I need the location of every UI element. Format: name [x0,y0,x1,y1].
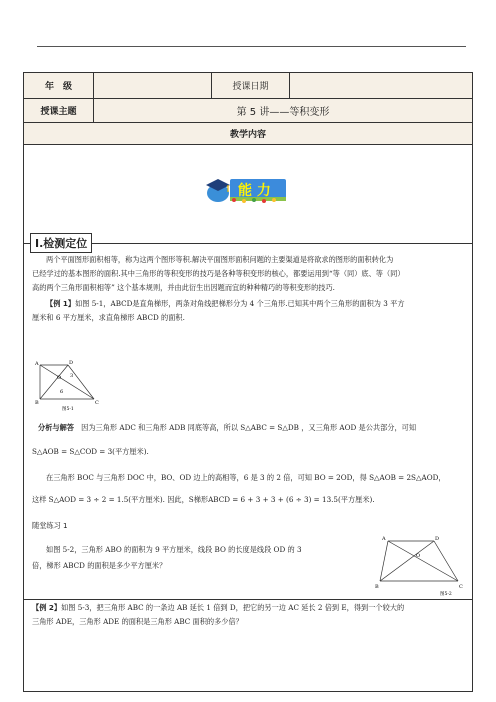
grade-value[interactable] [94,73,212,98]
example2-divider [24,599,472,600]
intro-line: 已经学过的基本图形的面积.其中三角形的等积变形的技巧是各种等积变形的核心，都要运用到“等（同）底、等（同） [32,269,405,278]
intro-paragraph [32,253,470,295]
banner-text: 能 力 [238,183,271,199]
fig1-caption: 图5-1 [62,407,74,411]
section-title: Ⅰ.检测定位 [30,233,92,253]
topic-row [24,99,472,123]
grade-row [24,73,472,99]
solution-line1: 因为三角形 ADC 和三角形 ADB 同底等高，所以 S△ABC = S△DB ，又三角形 AOD 是公共部分，可知 [81,423,417,432]
date-value[interactable] [290,73,472,98]
solution-line3: 在三角形 BOC 与三角形 DOC 中，BO、OD 边上的高相等，6 是 3 的 2 倍，可知 BO = 2OD，得 S△AOB = 2S△AOD， [46,473,446,482]
example2-label: 【例 2】 [32,603,62,612]
practice1-label: 随堂练习 1 [32,521,68,530]
fig1-point-a: A [35,361,39,367]
content-row [24,123,472,145]
practice1-text1: 如图 5-2，三角形 ABO 的面积为 9 平方厘米，线段 BO 的长度是线段 OD 的 3 [46,545,302,554]
solution-label: 分析与解答 [38,423,74,432]
content-label: 教学内容 [229,130,266,140]
intro-line: 高的两个三角形面积相等” 这个基本规则，并由此衍生出因题而宜的种种精巧的等积变形的技巧. [32,283,335,292]
solution-line4: 这样 S△AOD = 3 ÷ 2 = 1.5(平方厘米). 因此，S梯形ABCD = 6 + 3 + 3 + (6 ÷ 3) = 13.5(平方厘米). [32,495,375,504]
practice1 [32,519,470,533]
fig2-point-b: B [375,584,379,590]
fig1-area-6: 6 [60,389,64,395]
example1-text: 如图 5-1，ABCD是直角梯形，两条对角线把梯形分为 4 个三角形.已知其中两个三角形的面积为 3 平方 [75,299,405,308]
intro-line: 两个平面图形面积相等，称为这两个图形等积.解决平面图形面积问题的主要渠道是将欲求的图形的面积转化为 [46,255,394,264]
fig1-point-c: C [95,400,99,406]
date-label: 授课日期 [212,73,290,98]
fig1-point-d: D [69,360,74,366]
example1-label: 【例 1】 [46,299,76,308]
example2-text1: 如图 5-3，把三角形 ABC 的一条边 AB 延长 1 倍到 D，把它的另一边 AC 延长 2 倍到 E，得到一个较大的 [61,603,405,612]
fig2-point-c: C [459,584,463,590]
solution [32,421,470,435]
fig2-point-a: A [382,536,386,542]
fig1-point-b: B [35,400,39,406]
lesson-table [23,72,473,692]
example2-text2: 三角形 ADE，三角形 ADE 的面积是三角形 ABC 面积的多少倍？ [32,617,243,626]
fig2-caption: 图5-2 [440,592,452,597]
example1 [32,297,470,325]
fig1-point-o: O [57,375,62,381]
figure-5-1 [32,359,104,411]
grade-label: 年 级 [24,73,94,98]
example2 [32,601,470,629]
topic-label: 授课主题 [24,99,94,122]
example1-text2: 厘米和 6 平方厘米，求直角梯形 ABCD 的面积. [32,313,185,322]
fig2-point-o: O [416,553,421,559]
figure-5-2 [374,533,466,597]
ability-banner [204,173,292,205]
solution-line2: S△AOB = S△COD = 3(平方厘米). [32,447,149,456]
fig2-point-d: D [435,536,440,542]
practice1-text2: 倍，梯形 ABCD 的面积是多少平方厘米？ [32,561,167,570]
header-rule [37,46,466,47]
topic-value: 第 5 讲——等积变形 [236,107,330,118]
fig1-area-3: 3 [70,373,74,379]
